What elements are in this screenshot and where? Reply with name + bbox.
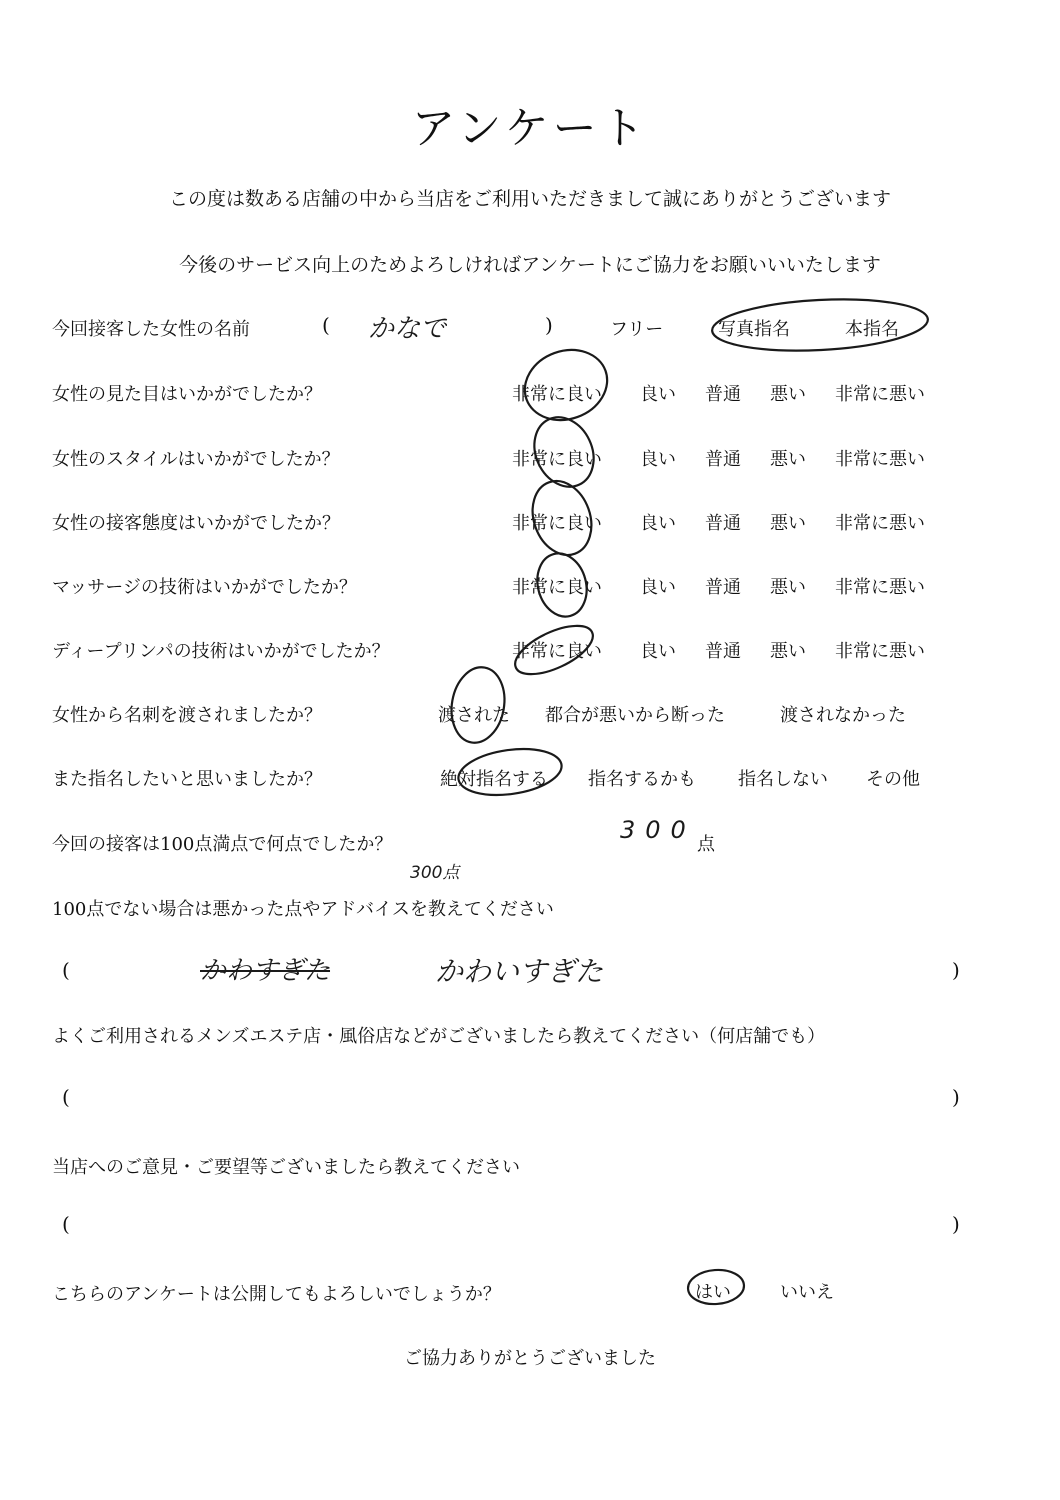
name-close-paren: )	[545, 313, 553, 337]
rating-lymph-good[interactable]: 良い	[640, 641, 676, 662]
rating-looks-very-good[interactable]: 非常に良い	[512, 384, 602, 405]
rating-question-attitude: 女性の接客態度はいかがでしたか？	[52, 513, 340, 534]
rating-looks-average[interactable]: 普通	[705, 384, 741, 405]
rating-massage-very-good[interactable]: 非常に良い	[512, 577, 602, 598]
rating-style-good[interactable]: 良い	[640, 449, 676, 470]
option-photo-nomination[interactable]: 写真指名	[718, 319, 790, 340]
card-option-declined[interactable]: 都合が悪いから断った	[545, 705, 725, 726]
rating-lymph-bad[interactable]: 悪い	[770, 641, 806, 662]
repeat-option-other[interactable]: その他	[866, 769, 920, 790]
score-handwritten-note: 300点	[410, 863, 460, 883]
intro-line-1: この度は数ある店舗の中から当店をご利用いただきまして誠にありがとうございます	[168, 188, 891, 210]
card-option-not-received[interactable]: 渡されなかった	[780, 705, 906, 726]
publish-option-no[interactable]: いいえ	[780, 1282, 834, 1303]
advice-answer[interactable]: かわいすぎた	[435, 955, 604, 988]
rating-looks-very-bad[interactable]: 非常に悪い	[835, 384, 925, 405]
shops-close-paren: )	[952, 1085, 960, 1109]
name-question: 今回接客した女性の名前	[52, 319, 250, 340]
shops-question: よくご利用されるメンズエステ店・風俗店などがございましたら教えてください（何店舗でも）	[52, 1026, 826, 1047]
rating-style-average[interactable]: 普通	[705, 449, 741, 470]
score-question: 今回の接客は100点満点で何点でしたか？	[52, 834, 393, 855]
card-question: 女性から名刺を渡されましたか？	[52, 705, 322, 726]
rating-attitude-very-good[interactable]: 非常に良い	[512, 513, 602, 534]
repeat-question: また指名したいと思いましたか？	[52, 769, 322, 790]
opinion-open-paren: (	[62, 1212, 70, 1236]
rating-lymph-average[interactable]: 普通	[705, 641, 741, 662]
publish-question: こちらのアンケートは公開してもよろしいでしょうか？	[52, 1284, 501, 1305]
rating-attitude-average[interactable]: 普通	[705, 513, 741, 534]
score-unit: 点	[697, 834, 715, 855]
rating-attitude-very-bad[interactable]: 非常に悪い	[835, 513, 925, 534]
advice-question: 100点でない場合は悪かった点やアドバイスを教えてください	[52, 899, 554, 920]
rating-attitude-bad[interactable]: 悪い	[770, 513, 806, 534]
publish-option-yes[interactable]: はい	[695, 1282, 731, 1303]
closing-message: ご協力ありがとうございました	[404, 1348, 656, 1369]
rating-massage-good[interactable]: 良い	[640, 577, 676, 598]
rating-massage-average[interactable]: 普通	[705, 577, 741, 598]
advice-close-paren: )	[952, 958, 960, 982]
option-main-nomination[interactable]: 本指名	[845, 319, 899, 340]
name-answer[interactable]: かなで	[368, 314, 447, 344]
repeat-option-maybe[interactable]: 指名するかも	[588, 769, 696, 790]
rating-looks-good[interactable]: 良い	[640, 384, 676, 405]
rating-style-very-bad[interactable]: 非常に悪い	[835, 449, 925, 470]
intro-line-2: 今後のサービス向上のためよろしければアンケートにご協力をお願いいいたします	[179, 254, 881, 276]
rating-style-very-good[interactable]: 非常に良い	[512, 449, 602, 470]
rating-lymph-very-bad[interactable]: 非常に悪い	[835, 641, 925, 662]
advice-struck-text: かわすぎた	[200, 956, 331, 986]
rating-lymph-very-good[interactable]: 非常に良い	[512, 641, 602, 662]
rating-attitude-good[interactable]: 良い	[640, 513, 676, 534]
advice-open-paren: (	[62, 958, 70, 982]
rating-question-lymph: ディープリンパの技術はいかがでしたか？	[52, 641, 390, 662]
rating-style-bad[interactable]: 悪い	[770, 449, 806, 470]
rating-looks-bad[interactable]: 悪い	[770, 384, 806, 405]
rating-massage-bad[interactable]: 悪い	[770, 577, 806, 598]
card-option-received[interactable]: 渡された	[438, 705, 510, 726]
repeat-option-definitely[interactable]: 絶対指名する	[440, 769, 548, 790]
rating-question-massage: マッサージの技術はいかがでしたか？	[52, 577, 357, 598]
name-open-paren: (	[322, 313, 330, 337]
shops-open-paren: (	[62, 1085, 70, 1109]
rating-question-looks: 女性の見た目はいかがでしたか？	[52, 384, 322, 405]
rating-massage-very-bad[interactable]: 非常に悪い	[835, 577, 925, 598]
survey-title: アンケート	[411, 103, 649, 154]
repeat-option-no[interactable]: 指名しない	[738, 769, 828, 790]
opinion-close-paren: )	[952, 1212, 960, 1236]
option-free[interactable]: フリー	[610, 319, 664, 340]
score-answer[interactable]: 300	[620, 816, 696, 844]
rating-question-style: 女性のスタイルはいかがでしたか？	[52, 449, 340, 470]
opinion-question: 当店へのご意見・ご要望等ございましたら教えてください	[52, 1157, 520, 1178]
